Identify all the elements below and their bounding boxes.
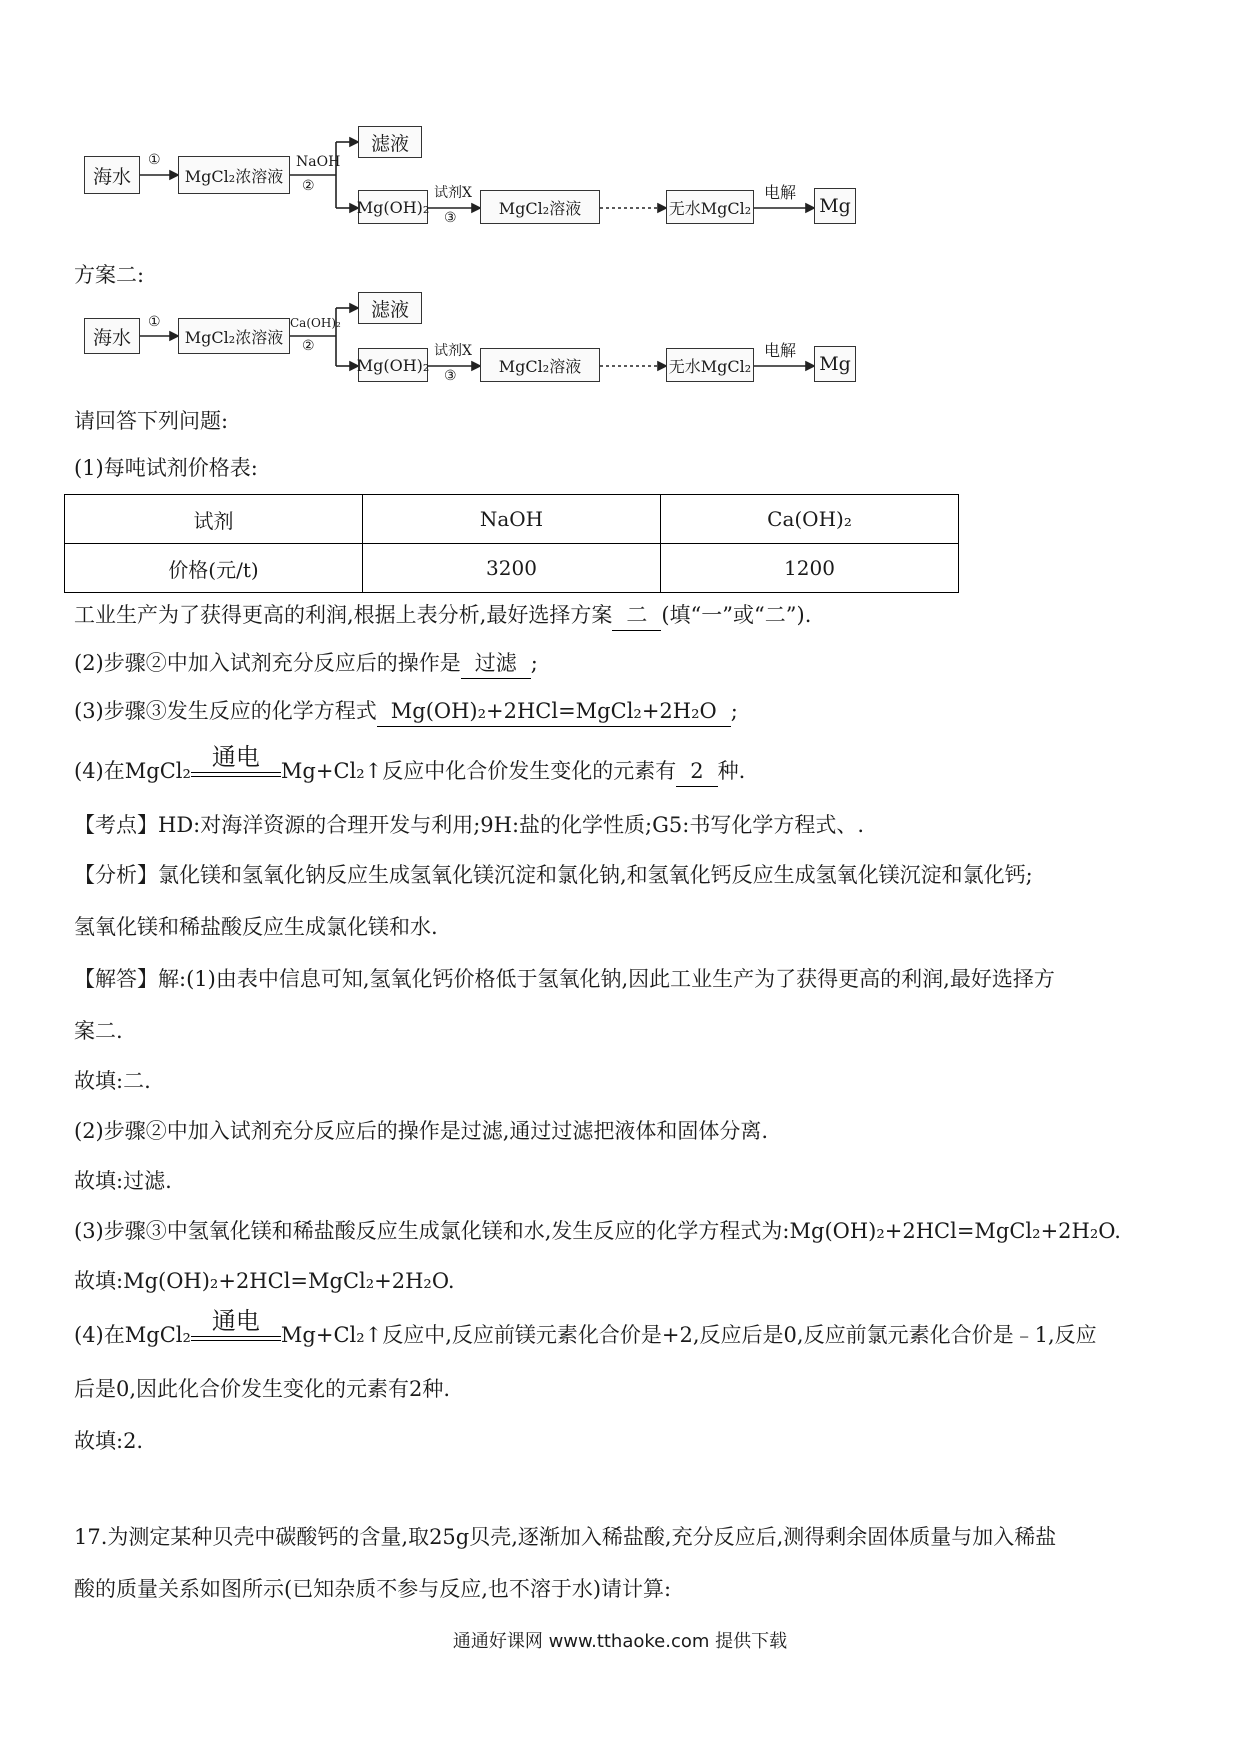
- table-cell: Ca(OH)₂: [661, 495, 959, 544]
- q1-intro: (1)每吨试剂价格表:: [74, 456, 258, 480]
- table-cell: NaOH: [363, 495, 661, 544]
- step-2-label: ②: [302, 178, 315, 194]
- electrolysis-label: 电解: [764, 183, 797, 202]
- mg-product-box: Mg: [814, 188, 856, 224]
- condition-label: 通电: [211, 742, 260, 771]
- fill-4: 故填:2.: [74, 1429, 144, 1453]
- a3-text: (3)步骤③中氢氧化镁和稀盐酸反应生成氯化镁和水,发生反应的化学方程式为:Mg(OH)₂+2HCl=MgCl₂+2H₂O.: [74, 1219, 1121, 1243]
- precipitate-box: Mg(OH)₂: [358, 190, 428, 224]
- step-2-label-2: ②: [302, 338, 315, 354]
- mgcl2-solution-box-2: MgCl₂溶液: [480, 348, 600, 382]
- reaction-condition-2: [191, 1306, 281, 1352]
- table-cell: 价格(元/t): [65, 544, 363, 593]
- jieda-text-2: 案二.: [74, 1019, 123, 1043]
- q4-suffix: 种.: [717, 759, 746, 783]
- q2-text: (2)步骤②中加入试剂充分反应后的操作是: [74, 651, 461, 675]
- anhydrous-mgcl2-box-2: 无水MgCl₂: [666, 348, 754, 382]
- reagent-x-label-2: 试剂X: [434, 343, 472, 359]
- step-1-label: ①: [148, 152, 161, 168]
- step-1-label-2: ①: [148, 314, 161, 330]
- fenxi-text-2: 氢氧化镁和稀盐酸反应生成氯化镁和水.: [74, 915, 438, 939]
- q3-text: (3)步骤③发生反应的化学方程式: [74, 699, 377, 723]
- a4-line: [74, 1306, 1097, 1352]
- flow-diagram-1: [84, 132, 924, 224]
- a2-text: (2)步骤②中加入试剂充分反应后的操作是过滤,通过过滤把液体和固体分离.: [74, 1119, 769, 1143]
- q4-answer: 2: [676, 756, 717, 787]
- plan-2-label: 方案二:: [74, 263, 145, 287]
- flow-diagram-2: [84, 298, 924, 390]
- q1-text: 工业生产为了获得更高的利润,根据上表分析,最好选择方案: [74, 603, 613, 627]
- kaodian-text: 【考点】HD:对海洋资源的合理开发与利用;9H:盐的化学性质;G5:书写化学方程式、.: [74, 813, 865, 837]
- table-cell: 试剂: [65, 495, 363, 544]
- table-cell: 1200: [661, 544, 959, 593]
- jieda-text-1: 【解答】解:(1)由表中信息可知,氢氧化钙价格低于氢氧化钠,因此工业生产为了获得更高的利润,最好选择方: [74, 967, 1055, 991]
- q3-line: [74, 696, 738, 727]
- seawater-box: 海水: [84, 156, 140, 194]
- table-row: [65, 495, 959, 544]
- electrolysis-label-2: 电解: [764, 341, 797, 360]
- fill-3: 故填:Mg(OH)₂+2HCl=MgCl₂+2H₂O.: [74, 1269, 455, 1293]
- a4-text-2: 后是0,因此化合价发生变化的元素有2种.: [74, 1377, 451, 1401]
- q4-mid: Mg+Cl₂↑反应中化合价发生变化的元素有: [280, 759, 677, 783]
- prompt-text: 请回答下列问题:: [74, 409, 229, 433]
- page-footer: 通通好课网 www.tthaoke.com 提供下载: [452, 1631, 788, 1652]
- q17-text-1: 17.为测定某种贝壳中碳酸钙的含量,取25g贝壳,逐渐加入稀盐酸,充分反应后,测得剩余固体质量与加入稀盐: [74, 1525, 1057, 1549]
- a4-text: (4)在MgCl₂: [74, 1323, 191, 1347]
- step-3-label-2: ③: [444, 368, 457, 384]
- mgcl2-concentrate-box-2: MgCl₂浓溶液: [178, 318, 290, 354]
- step-3-label: ③: [444, 210, 457, 226]
- q2-suffix: ;: [530, 651, 538, 675]
- q2-line: [74, 648, 538, 679]
- filtrate-box-2: 滤液: [358, 292, 422, 324]
- fill-2: 故填:过滤.: [74, 1169, 172, 1193]
- q3-answer: Mg(OH)₂+2HCl=MgCl₂+2H₂O: [377, 696, 731, 727]
- condition-label-2: 通电: [211, 1306, 260, 1335]
- a4-rest: Mg+Cl₂↑反应中,反应前镁元素化合价是+2,反应后是0,反应前氯元素化合价是﹣1,反应: [280, 1323, 1097, 1347]
- q17-text-2: 酸的质量关系如图所示(已知杂质不参与反应,也不溶于水)请计算:: [74, 1577, 672, 1601]
- fill-1: 故填:二.: [74, 1069, 151, 1093]
- table-cell: 3200: [363, 544, 661, 593]
- precipitate-box-2: Mg(OH)₂: [358, 348, 428, 382]
- q1-answer: 二: [612, 600, 661, 631]
- table-row: [65, 544, 959, 593]
- q2-answer: 过滤: [461, 648, 531, 679]
- q3-suffix: ;: [730, 699, 738, 723]
- q1-line: [74, 600, 811, 631]
- reagent-label: NaOH: [296, 154, 341, 170]
- reaction-condition: [191, 742, 281, 788]
- anhydrous-mgcl2-box: 无水MgCl₂: [666, 190, 754, 224]
- reagent-x-label: 试剂X: [434, 185, 472, 201]
- fenxi-text-1: 【分析】氯化镁和氢氧化钠反应生成氢氧化镁沉淀和氯化钠,和氢氧化钙反应生成氢氧化镁沉淀和氯化钙;: [74, 863, 1033, 887]
- mgcl2-solution-box: MgCl₂溶液: [480, 190, 600, 224]
- mgcl2-concentrate-box: MgCl₂浓溶液: [178, 156, 290, 194]
- q1-suffix: (填“一”或“二”).: [661, 603, 812, 627]
- q4-line: [74, 742, 746, 788]
- filtrate-box: 滤液: [358, 126, 422, 158]
- q4-text: (4)在MgCl₂: [74, 759, 191, 783]
- mg-product-box-2: Mg: [814, 346, 856, 382]
- reagent-label-2: Ca(OH)₂: [290, 316, 341, 330]
- seawater-box-2: 海水: [84, 318, 140, 354]
- price-table: [64, 494, 959, 593]
